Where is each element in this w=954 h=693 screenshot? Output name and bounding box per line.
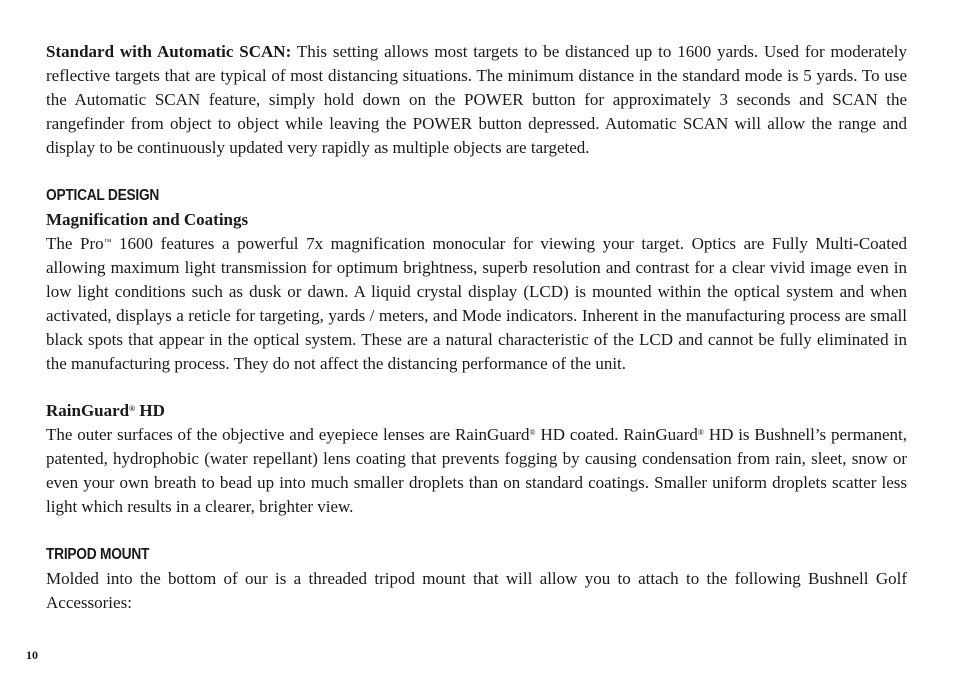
rainguard-heading — [46, 399, 907, 423]
trademark-symbol: ™ — [103, 237, 112, 246]
standard-scan-label: Standard with Automatic SCAN: — [46, 42, 292, 61]
tripod-mount-heading — [46, 542, 907, 567]
optical-text-2: 1600 features a powerful 7x magnification monocular for viewing your target. Optics are Fully Multi-Coated allowing maximum light transmission for optimum brightness, superb resolution and contrast for a clear vivid image even in low light conditions such as dusk or dawn. A liquid crystal display (LCD) is mounted within the optical system and when activated, displays a reticle for targeting, yards / meters, and Mode indicators. Inherent in the manufacturing process are small black spots that appear in the optical system. These are a natural characteristic of the LCD and cannot be fully eliminated in the manufacturing process. They do not affect the distancing performance of the unit. — [46, 234, 907, 373]
page-number: 10 — [26, 648, 38, 662]
standard-scan-text: This setting allows most targets to be distanced up to 1600 yards. Used for moderately reflective targets that are typical of most distancing situations. The minimum distance in the standard mode is 5 yards. To use the Automatic SCAN feature, simply hold down on the POWER button for approximately 3 seconds and SCAN the rangefinder from object to object while leaving the POWER button depressed. Automatic SCAN will allow the range and display to be continuously updated very rapidly as multiple objects are targeted. — [46, 42, 907, 157]
rainguard-text-2: HD coated. RainGuard — [535, 425, 698, 444]
optical-design-paragraph — [46, 232, 907, 376]
rainguard-heading-b: HD — [135, 401, 165, 420]
rainguard-heading-a: RainGuard — [46, 401, 130, 420]
registered-symbol: ® — [697, 428, 704, 437]
optical-text-1: The Pro — [46, 234, 104, 253]
rainguard-text-3: HD is Bushnell’s permanent, patented, hydrophobic (water repellant) lens coating that prevents fogging by causing condensation from rain, sleet, snow or even your own breath to bead up into much smaller droplets than on standard coatings. Smaller uniform droplets scatter less light which results in a clearer, brighter view. — [46, 425, 908, 516]
tripod-mount-heading-text: TRIPOD MOUNT — [46, 546, 150, 563]
optical-design-heading-text: OPTICAL DESIGN — [46, 187, 160, 204]
rainguard-text-1: The outer surfaces of the objective and eyepiece lenses are RainGuard — [46, 425, 530, 444]
optical-design-heading — [46, 183, 907, 208]
rainguard-paragraph — [46, 423, 907, 519]
manual-page — [46, 40, 907, 615]
registered-symbol: ® — [529, 428, 536, 437]
magnification-coatings-subheading: Magnification and Coatings — [46, 210, 249, 229]
standard-scan-paragraph — [46, 40, 907, 160]
tripod-mount-paragraph: Molded into the bottom of our is a threaded tripod mount that will allow you to attach to the following Bushnell Golf Accessories: — [46, 569, 907, 612]
registered-symbol: ® — [129, 404, 136, 413]
